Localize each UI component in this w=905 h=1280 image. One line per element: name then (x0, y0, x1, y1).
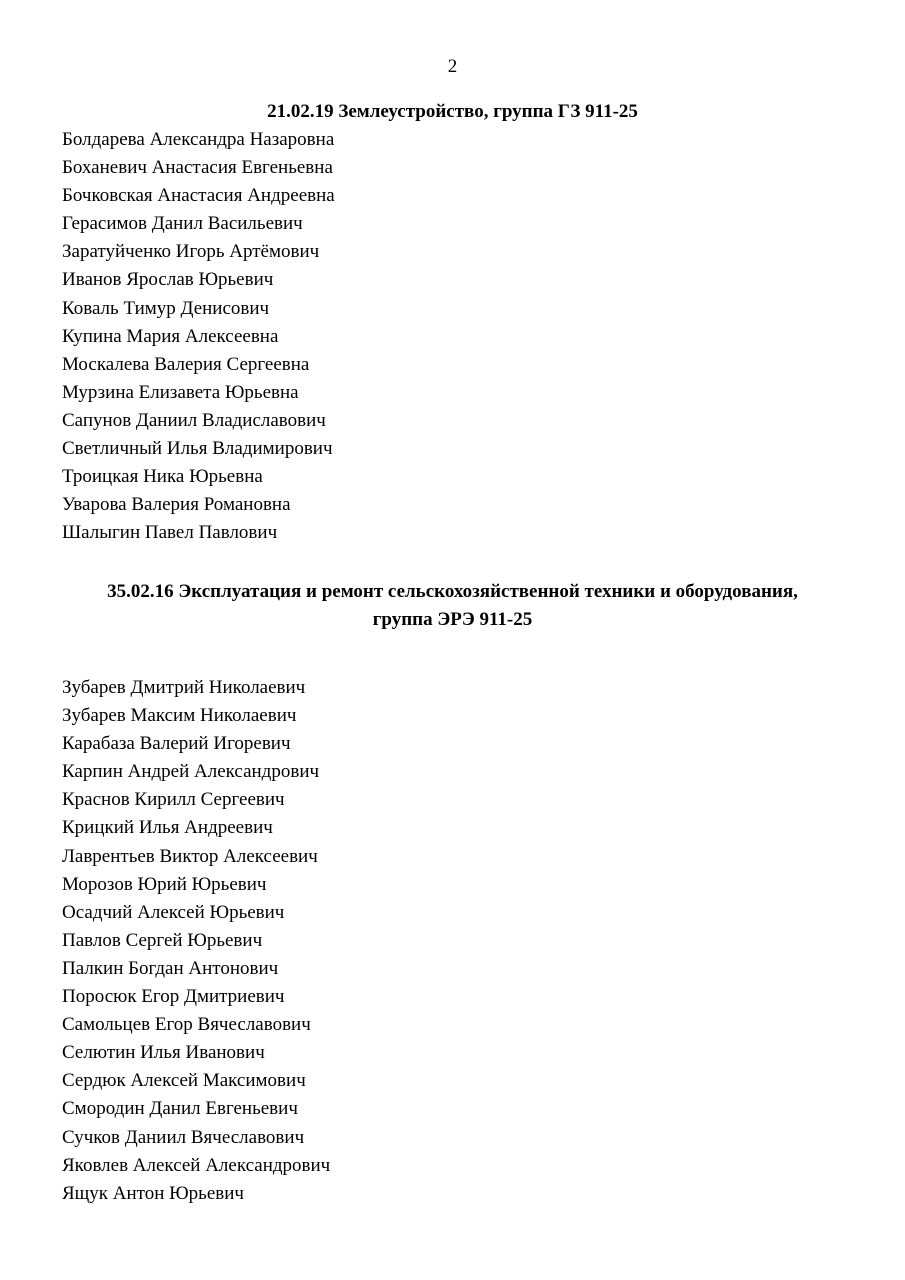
list-item: Крицкий Илья Андреевич (62, 817, 273, 839)
list-item: Москалева Валерия Сергеевна (62, 353, 310, 375)
list-item: Герасимов Данил Васильевич (62, 213, 303, 235)
list-item: Светличный Илья Владимирович (62, 438, 333, 460)
list-item: Лаврентьев Виктор Алексеевич (62, 845, 318, 867)
list-item: Морозов Юрий Юрьевич (62, 873, 267, 895)
list-item: Селютин Илья Иванович (62, 1042, 265, 1064)
section-1-heading: 21.02.19 Землеустройство, группа ГЗ 911-25 (267, 101, 638, 122)
list-item: Осадчий Алексей Юрьевич (62, 901, 285, 923)
list-item: Смородин Данил Евгеньевич (62, 1098, 298, 1120)
list-item: Коваль Тимур Денисович (62, 297, 270, 319)
list-item: Заратуйченко Игорь Артёмович (62, 241, 320, 263)
section-2-heading-line-2: группа ЭРЭ 911-25 (372, 609, 533, 630)
list-item: Ящук Антон Юрьевич (62, 1182, 244, 1204)
section-2-student-list (62, 674, 330, 1208)
list-item: Зубарев Максим Николаевич (62, 705, 297, 727)
list-item: Яковлев Алексей Александрович (62, 1154, 331, 1176)
list-item: Самольцев Егор Вячеславович (62, 1014, 311, 1036)
list-item: Боханевич Анастасия Евгеньевна (62, 157, 333, 179)
list-item: Карабаза Валерий Игоревич (62, 733, 291, 755)
list-item: Краснов Кирилл Сергеевич (62, 789, 285, 811)
list-item: Бочковская Анастасия Андреевна (62, 185, 335, 207)
list-item: Болдарева Александра Назаровна (62, 129, 335, 150)
list-item: Сапунов Даниил Владиславович (62, 409, 326, 431)
list-item: Зубарев Дмитрий Николаевич (62, 677, 306, 698)
list-item: Шалыгин Павел Павлович (62, 522, 278, 544)
list-item: Сучков Даниил Вячеславович (62, 1126, 305, 1148)
list-item: Иванов Ярослав Юрьевич (62, 269, 274, 291)
section-1-student-list (62, 126, 335, 547)
list-item: Палкин Богдан Антонович (62, 957, 279, 979)
section-2-heading (0, 578, 905, 634)
list-item: Сердюк Алексей Максимович (62, 1070, 306, 1092)
list-item: Троицкая Ника Юрьевна (62, 466, 263, 488)
list-item: Павлов Сергей Юрьевич (62, 929, 263, 951)
list-item: Купина Мария Алексеевна (62, 325, 279, 347)
list-item: Поросюк Егор Дмитриевич (62, 986, 285, 1008)
section-2-heading-line-1: 35.02.16 Эксплуатация и ремонт сельскохозяйственной техники и оборудования, (107, 581, 798, 602)
page-number: 2 (447, 56, 458, 77)
list-item: Карпин Андрей Александрович (62, 761, 320, 783)
list-item: Мурзина Елизавета Юрьевна (62, 381, 299, 403)
list-item: Уварова Валерия Романовна (62, 494, 291, 516)
